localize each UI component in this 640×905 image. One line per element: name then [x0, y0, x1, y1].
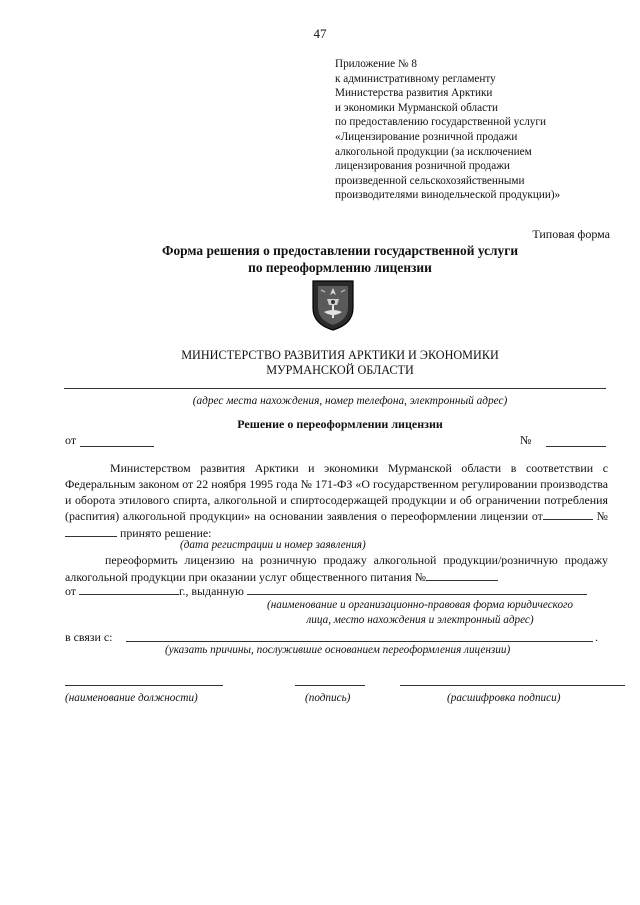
appendix-line: произведенной сельскохозяйственными [335, 174, 525, 187]
position-caption: (наименование должности) [65, 692, 198, 704]
ministry-line: МУРМАНСКОЙ ОБЛАСТИ [266, 363, 414, 377]
decision-paragraph [65, 461, 608, 542]
appendix-line: «Лицензирование розничной продажи [335, 130, 518, 143]
form-title [0, 242, 640, 276]
application-number-blank[interactable] [65, 525, 117, 537]
ministry-line: МИНИСТЕРСТВО РАЗВИТИЯ АРКТИКИ И ЭКОНОМИКИ [181, 348, 499, 362]
hint-reason: (указать причины, послужившие основанием переоформления лицензии) [165, 644, 511, 656]
reason-end: . [595, 630, 598, 644]
number-blank[interactable] [546, 446, 606, 447]
appendix-line: лицензирования розничной продажи [335, 160, 510, 173]
resolve-text: переоформить лицензию на розничную продажу алкогольной продукции/розничную продажу алкогольной продукции при оказании услуг общественного питания № [65, 553, 608, 584]
hint-organization-line: лица, место нахождения и электронный адрес) [306, 614, 534, 626]
appendix-line: алкогольной продукции (за исключением [335, 145, 532, 158]
issue-year-suffix: г., выданную [178, 584, 244, 598]
license-number-blank[interactable] [426, 569, 498, 581]
appendix-line: Министерства развития Арктики [335, 87, 493, 100]
address-line [64, 388, 606, 389]
date-label: от [65, 433, 77, 447]
number-label: № [520, 433, 532, 447]
appendix-line: Приложение № 8 [335, 58, 417, 70]
decision-title: Решение о переоформлении лицензии [237, 417, 443, 431]
reason-blank[interactable] [126, 641, 593, 642]
coat-of-arms-icon [310, 278, 356, 332]
appendix-line: к административному регламенту [335, 72, 496, 85]
application-date-blank[interactable] [543, 508, 593, 520]
issue-line [65, 583, 587, 599]
appendix-line: по предоставлению государственной услуги [335, 116, 546, 129]
ministry-name [0, 348, 640, 378]
resolve-paragraph [65, 553, 608, 586]
position-blank[interactable] [65, 685, 223, 686]
paragraph-decision: принято решение: [119, 526, 212, 541]
form-type: Типовая форма [532, 227, 610, 241]
issued-to-blank[interactable] [247, 583, 587, 595]
form-title-line: Форма решения о предоставлении государственной услуги [161, 243, 519, 258]
page-number: 47 [313, 26, 327, 41]
reason-label: в связи с: [65, 630, 113, 644]
form-title-line: по переоформлению лицензии [248, 260, 432, 275]
signature-blank[interactable] [295, 685, 365, 686]
signature-caption: (подпись) [305, 692, 351, 704]
paragraph-number-label: № [596, 509, 608, 524]
appendix-line: производителями винодельческой продукции)» [335, 189, 561, 202]
issue-from-label: от [65, 584, 76, 598]
issue-date-blank[interactable] [79, 583, 179, 595]
date-blank[interactable] [80, 446, 154, 447]
appendix-line: и экономики Мурманской области [335, 101, 498, 114]
appendix-block [335, 57, 635, 203]
signature-decoding-blank[interactable] [400, 685, 625, 686]
address-hint: (адрес места нахождения, номер телефона, электронный адрес) [192, 395, 508, 407]
hint-application: (дата регистрации и номер заявления) [180, 539, 366, 551]
hint-organization-line: (наименование и организационно-правовая форма юридического [266, 599, 574, 611]
hint-organization [230, 598, 610, 628]
decoding-caption: (расшифровка подписи) [447, 692, 561, 704]
paragraph-text: Министерством развития Арктики и экономики Мурманской области в соответствии с Федеральным законом от 22 ноября 1995 года № 171-ФЗ «О государственном регулировании производства и оборота этилового спирта, алкогольной и спиртосодержащей продукции и об ограничении потребления (распития) алкогольной продукции» на основании заявления о переоформлении лицензии от [65, 461, 608, 524]
